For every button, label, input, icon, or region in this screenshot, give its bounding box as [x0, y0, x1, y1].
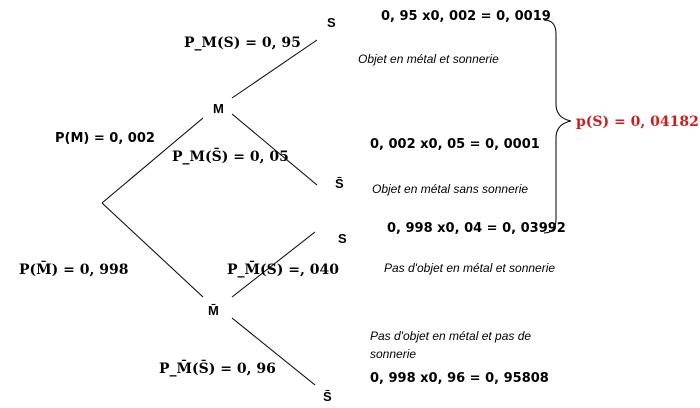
desc-mbar-s-bar-line1: Pas d'objet en métal et pas de — [370, 329, 532, 343]
node-m-bar: M̄ — [208, 303, 219, 318]
desc-m-s: Objet en métal et sonnerie — [358, 52, 499, 66]
label-p-m-bar: P(M̄) = 0, 998 — [19, 262, 129, 278]
node-m: M — [213, 101, 224, 116]
node-mbar-s: S — [338, 231, 347, 246]
product-mbar-s-bar: 0, 998 x0, 96 = 0, 95808 — [370, 371, 549, 386]
desc-mbar-s-bar-line2: sonnerie — [370, 347, 417, 361]
brace — [544, 20, 571, 233]
node-mbar-s-bar: S̄ — [323, 389, 332, 404]
desc-mbar-s: Pas d'objet en métal et sonnerie — [384, 261, 556, 275]
node-m-s-bar: S̄ — [335, 176, 344, 191]
node-m-s: S — [327, 15, 336, 30]
product-m-s: 0, 95 x0, 002 = 0, 0019 — [381, 9, 551, 24]
product-m-s-bar: 0, 002 x0, 05 = 0, 0001 — [370, 137, 540, 152]
label-pm-s-bar: P_M(S̄) = 0, 05 — [172, 149, 289, 165]
desc-m-s-bar: Objet en métal sans sonnerie — [372, 182, 529, 196]
label-pmbar-s-bar: P_M̄(S̄) = 0, 96 — [159, 361, 276, 377]
label-p-m: P(M) = 0, 002 — [55, 131, 155, 146]
branch-root-to-mbar — [102, 203, 203, 297]
result-p-s: p(S) = 0, 04182 — [576, 114, 699, 130]
label-pmbar-s: P_M̄(S) =, 040 — [227, 262, 339, 278]
product-mbar-s: 0, 998 x0, 04 = 0, 03992 — [387, 221, 566, 236]
label-pm-s: P_M(S) = 0, 95 — [184, 35, 301, 51]
